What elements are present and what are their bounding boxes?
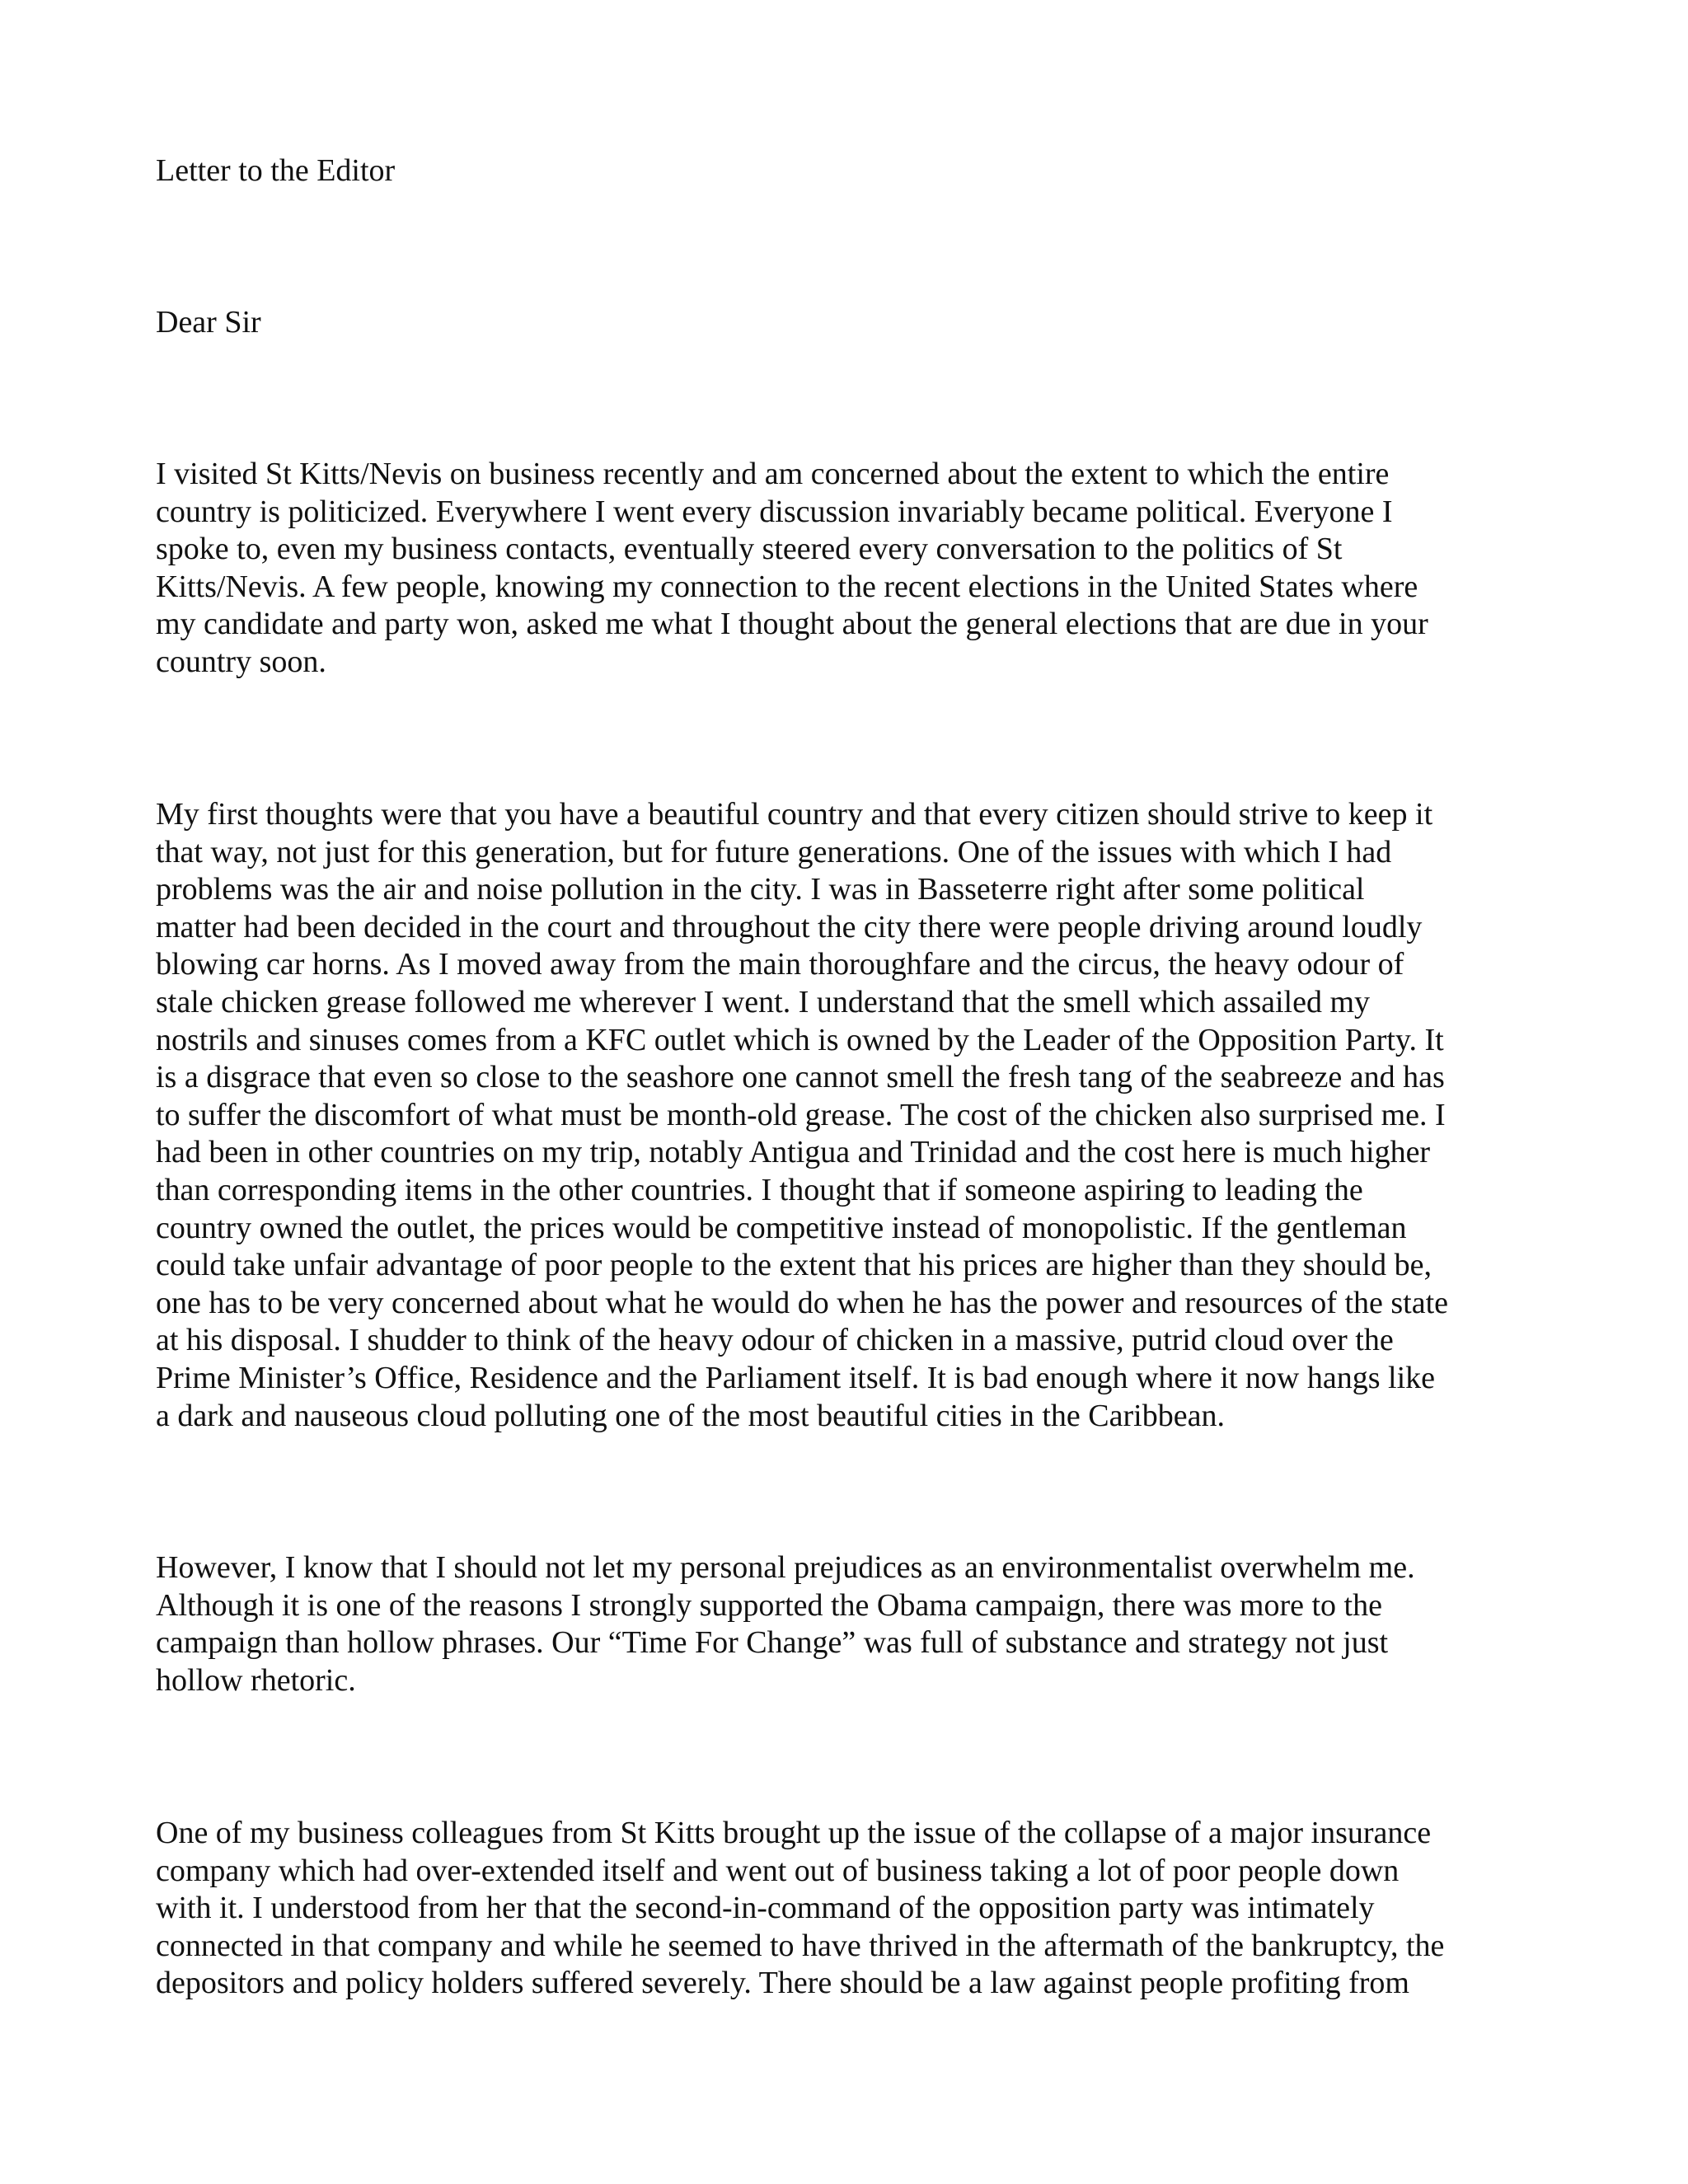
- paragraph-line: with it. I understood from her that the second-in-command of the opposition party was intimately: [156, 1891, 1375, 1926]
- paragraph-1: [156, 456, 1524, 682]
- paragraph-line: country is politicized. Everywhere I went every discussion invariably became political. Everyone I: [156, 494, 1393, 529]
- paragraph-line: a dark and nauseous cloud polluting one of the most beautiful cities in the Caribbean.: [156, 1398, 1225, 1433]
- paragraph-line: connected in that company and while he seemed to have thrived in the aftermath of the bankruptcy, the: [156, 1928, 1445, 1963]
- paragraph-line: hollow rhetoric.: [156, 1662, 356, 1698]
- paragraph-line: Kitts/Nevis. A few people, knowing my connection to the recent elections in the United States where: [156, 569, 1418, 604]
- paragraph-line: to suffer the discomfort of what must be month-old grease. The cost of the chicken also surprised me. I: [156, 1097, 1446, 1132]
- paragraph-line: one has to be very concerned about what he would do when he has the power and resources of the state: [156, 1285, 1449, 1320]
- paragraph-line: had been in other countries on my trip, notably Antigua and Trinidad and the cost here is much higher: [156, 1135, 1431, 1170]
- paragraph-line: country owned the outlet, the prices would be competitive instead of monopolistic. If the gentleman: [156, 1210, 1407, 1245]
- paragraph-line: depositors and policy holders suffered severely. There should be a law against people profiting from: [156, 1966, 1409, 2001]
- paragraph-line: than corresponding items in the other countries. I thought that if someone aspiring to leading the: [156, 1172, 1363, 1207]
- paragraph-line: However, I know that I should not let my personal prejudices as an environmentalist overwhelm me.: [156, 1550, 1415, 1585]
- paragraph-4: [156, 1815, 1524, 2003]
- paragraph-line: could take unfair advantage of poor people to the extent that his prices are higher than they should be,: [156, 1248, 1432, 1283]
- paragraph-line: Prime Minister’s Office, Residence and the Parliament itself. It is bad enough where it now hangs like: [156, 1360, 1436, 1395]
- paragraph-2: [156, 796, 1524, 1435]
- paragraph-line: blowing car horns. As I moved away from the main thoroughfare and the circus, the heavy odour of: [156, 947, 1404, 982]
- paragraph-line: nostrils and sinuses comes from a KFC outlet which is owned by the Leader of the Opposition Party. It: [156, 1022, 1444, 1057]
- paragraph-line: matter had been decided in the court and throughout the city there were people driving around loudly: [156, 909, 1423, 944]
- letter-salutation: Dear Sir: [156, 305, 261, 340]
- paragraph-line: stale chicken grease followed me wherever I went. I understand that the smell which assailed my: [156, 984, 1371, 1019]
- paragraph-line: Although it is one of the reasons I strongly supported the Obama campaign, there was more to the: [156, 1587, 1382, 1623]
- paragraph-line: problems was the air and noise pollution in the city. I was in Basseterre right after some political: [156, 872, 1365, 907]
- paragraph-line: my candidate and party won, asked me what I thought about the general elections that are due in your: [156, 607, 1428, 642]
- paragraph-line: that way, not just for this generation, but for future generations. One of the issues with which I had: [156, 834, 1392, 869]
- paragraph-line: country soon.: [156, 644, 326, 679]
- paragraph-line: spoke to, even my business contacts, eventually steered every conversation to the politics of St: [156, 532, 1343, 567]
- paragraph-line: My first thoughts were that you have a beautiful country and that every citizen should strive to keep it: [156, 797, 1433, 832]
- paragraph-line: is a disgrace that even so close to the seashore one cannot smell the fresh tang of the seabreeze and has: [156, 1060, 1445, 1095]
- paragraph-line: at his disposal. I shudder to think of the heavy odour of chicken in a massive, putrid cloud over the: [156, 1323, 1394, 1358]
- paragraph-3: [156, 1549, 1524, 1699]
- paragraph-line: company which had over-extended itself and went out of business taking a lot of poor people down: [156, 1853, 1400, 1888]
- paragraph-line: I visited St Kitts/Nevis on business recently and am concerned about the extent to which the entire: [156, 457, 1390, 491]
- paragraph-line: campaign than hollow phrases. Our “Time For Change” was full of substance and strategy not just: [156, 1625, 1389, 1661]
- letter-heading: Letter to the Editor: [156, 153, 396, 188]
- paragraph-line: One of my business colleagues from St Kitts brought up the issue of the collapse of a major insurance: [156, 1816, 1432, 1850]
